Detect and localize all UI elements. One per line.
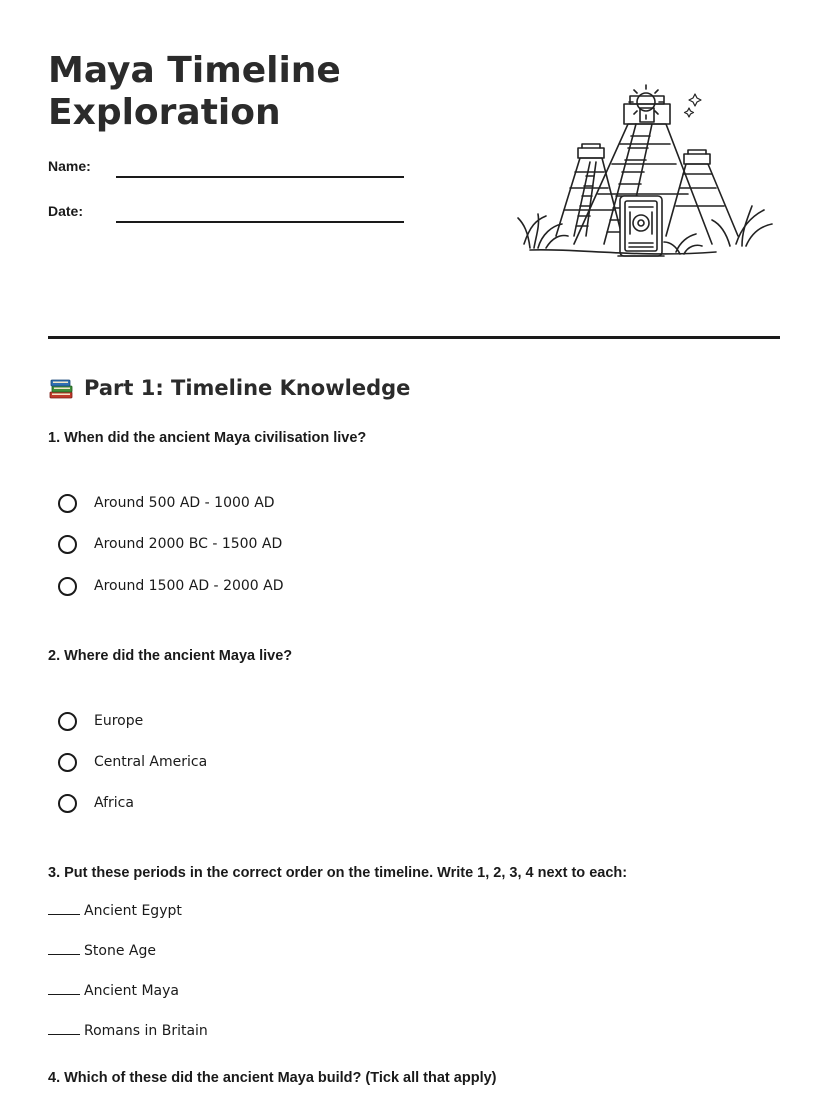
q2-option-2-radio[interactable]	[58, 753, 77, 772]
q1-option-1-label: Around 500 AD - 1000 AD	[94, 495, 275, 511]
q2-option-1-label: Europe	[94, 713, 144, 729]
q1-option-1[interactable]	[58, 491, 275, 515]
books-icon	[48, 377, 74, 399]
q3-item-2-blank[interactable]	[48, 954, 80, 955]
q1-option-1-radio[interactable]	[58, 494, 77, 513]
name-label: Name:	[48, 158, 91, 174]
q2-option-2[interactable]	[58, 750, 207, 774]
q2-option-1[interactable]	[58, 709, 143, 733]
question-4: 4. Which of these did the ancient Maya build? (Tick all that apply)	[48, 1070, 497, 1086]
q1-option-2-label: Around 2000 BC - 1500 AD	[94, 536, 283, 552]
q2-option-3[interactable]	[58, 791, 134, 815]
q1-option-3[interactable]	[58, 574, 284, 598]
q3-item-4	[48, 1023, 208, 1039]
q1-option-3-label: Around 1500 AD - 2000 AD	[94, 578, 284, 594]
q2-option-3-label: Africa	[94, 795, 134, 811]
header-divider	[48, 336, 780, 339]
q2-option-3-radio[interactable]	[58, 794, 77, 813]
q3-item-2-label: Stone Age	[84, 943, 156, 959]
question-3: 3. Put these periods in the correct order on the timeline. Write 1, 2, 3, 4 next to each:	[48, 865, 628, 881]
maya-pyramids-illustration	[516, 76, 774, 276]
q1-option-3-radio[interactable]	[58, 577, 77, 596]
question-2: 2. Where did the ancient Maya live?	[48, 648, 293, 664]
date-label: Date:	[48, 203, 84, 219]
title-line-1: Maya Timeline	[48, 50, 341, 91]
date-field[interactable]	[48, 203, 408, 227]
name-write-line[interactable]	[116, 176, 404, 178]
q1-option-2[interactable]	[58, 532, 282, 556]
q3-item-3-label: Ancient Maya	[84, 983, 179, 999]
q3-item-1-label: Ancient Egypt	[84, 903, 182, 919]
date-write-line[interactable]	[116, 221, 404, 223]
question-1: 1. When did the ancient Maya civilisation live?	[48, 430, 367, 446]
q3-item-2	[48, 943, 156, 959]
q2-option-2-label: Central America	[94, 754, 208, 770]
worksheet-header	[48, 48, 780, 288]
q1-option-2-radio[interactable]	[58, 535, 77, 554]
q3-item-3	[48, 983, 179, 999]
q2-option-1-radio[interactable]	[58, 712, 77, 731]
q3-item-3-blank[interactable]	[48, 994, 80, 995]
q3-item-1	[48, 903, 182, 919]
part1-title	[48, 374, 410, 402]
title-line-2: Exploration	[48, 92, 281, 133]
q3-item-1-blank[interactable]	[48, 914, 80, 915]
q3-item-4-label: Romans in Britain	[84, 1023, 208, 1039]
worksheet-page	[48, 0, 780, 1118]
page-title	[48, 50, 428, 134]
part1-title-text: Part 1: Timeline Knowledge	[84, 376, 411, 400]
q3-item-4-blank[interactable]	[48, 1034, 80, 1035]
name-field[interactable]	[48, 158, 408, 182]
